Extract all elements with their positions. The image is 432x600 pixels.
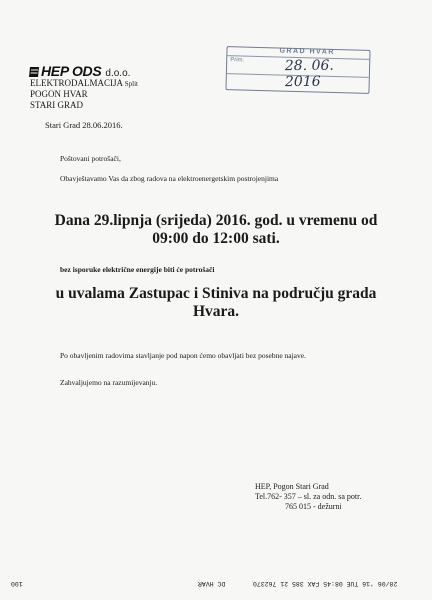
hep-logo-icon xyxy=(29,67,39,77)
headline-line: 09:00 do 12:00 sati. xyxy=(152,230,280,247)
headline-line: u uvalama Zastupac i Stiniva na području grada xyxy=(55,285,377,302)
received-stamp xyxy=(225,46,370,94)
fax-sender: DC HVAR xyxy=(198,580,226,587)
headline-line: Hvara. xyxy=(192,303,240,320)
company-logo xyxy=(29,63,130,79)
company-name: HEP ODS xyxy=(41,63,102,79)
document-date: Stari Grad 28.06.2016. xyxy=(45,120,123,130)
signature-block xyxy=(255,482,361,512)
thanks-text: Zahvaljujemo na razumijevanju. xyxy=(60,378,158,387)
fax-page-number: 100 xyxy=(11,580,23,587)
signature-org: HEP, Pogon Stari Grad xyxy=(255,482,329,491)
outage-time-headline xyxy=(0,212,432,248)
notice-text: bez isporuke električne energije biti će potrošači xyxy=(60,265,215,274)
stamp-header: GRAD HVAR xyxy=(279,47,335,56)
town-name: STARI GRAD xyxy=(30,100,84,110)
after-work-text: Po obavljenim radovima stavljanje pod napon ćemo obavljati bez posebne najave. xyxy=(60,351,306,360)
division-city: Split xyxy=(124,80,138,88)
unit-name: POGON HVAR xyxy=(30,89,88,99)
signature-duty-phone: 765 015 - dežurni xyxy=(285,502,342,511)
company-suffix: d.o.o. xyxy=(105,68,131,79)
stamp-handwritten-date: 28. 06. 2016 xyxy=(284,57,334,91)
division-line xyxy=(30,78,138,90)
intro-text: Obavještavamo Vas da zbog radova na elektroenergetskim postrojenjima xyxy=(60,174,279,183)
salutation: Poštovani potrošači, xyxy=(60,154,121,163)
division-name: ELEKTRODALMACIJA xyxy=(30,78,123,88)
headline-line: Dana 29.lipnja (srijeda) 2016. god. u vremenu od xyxy=(54,212,378,229)
stamp-prefix: Prim. xyxy=(230,57,245,64)
signature-phone: Tel.762- 357 – sl. za odn. sa potr. xyxy=(255,492,362,501)
outage-location-headline xyxy=(0,285,432,321)
fax-header-line: 28/06 '16 TUE 08:45 FAX 385 21 762370 xyxy=(253,580,398,587)
